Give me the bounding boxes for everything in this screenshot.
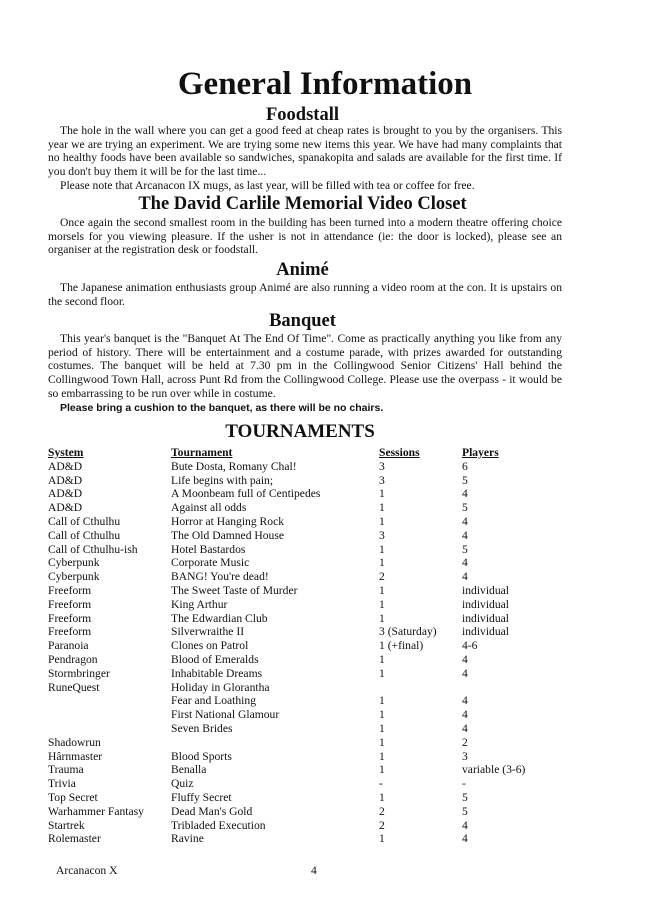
- cell-sessions: 1: [379, 542, 385, 556]
- table-row: [48, 763, 568, 777]
- cell-sessions: 1: [379, 487, 385, 501]
- cell-system: Pendragon: [48, 652, 98, 666]
- cell-sessions: 1: [379, 514, 385, 528]
- cell-players: individual: [462, 611, 510, 625]
- cell-tournament: Fear and Loathing: [171, 694, 256, 708]
- table-row: [48, 501, 568, 515]
- cell-tournament: Horror at Hanging Rock: [171, 514, 285, 528]
- cell-system: Freeform: [48, 583, 92, 597]
- page-title: General Information: [177, 66, 473, 102]
- cell-sessions: 1: [379, 583, 385, 597]
- banquet-paragraph: [48, 332, 562, 401]
- cell-system: Paranoia: [48, 639, 89, 653]
- foodstall-heading: Foodstall: [266, 105, 339, 125]
- cell-system: Call of Cthulhu-ish: [48, 542, 138, 556]
- cell-tournament: The Old Damned House: [171, 528, 285, 542]
- cell-players: 4: [462, 818, 468, 832]
- cell-system: Stormbringer: [48, 666, 110, 680]
- table-row: [48, 736, 568, 750]
- cell-players: -: [462, 777, 466, 791]
- cell-players: 4: [462, 694, 468, 708]
- cell-system: Top Secret: [48, 790, 98, 804]
- cell-tournament: Quiz: [171, 777, 194, 791]
- cell-system: Trauma: [48, 763, 84, 777]
- banquet-note-text: Please bring a cushion to the banquet, as there will be no chairs.: [60, 402, 384, 414]
- column-header-players: Players: [462, 446, 499, 459]
- cell-sessions: 1: [379, 611, 385, 625]
- table-row: [48, 487, 568, 501]
- cell-sessions: 1: [379, 763, 385, 777]
- table-row: [48, 694, 568, 708]
- cell-players: 4: [462, 487, 468, 501]
- video-text: Once again the second smallest room in the building has been turned into a modern theatre offering choice morsels for you viewing pleasure. If the usher is not in attendance (ie: the door is locked), please see an organiser at the registration desk or foodstall.: [48, 216, 562, 257]
- cell-tournament: The Sweet Taste of Murder: [171, 583, 298, 597]
- cell-sessions: 1: [379, 694, 385, 708]
- table-row: [48, 681, 568, 695]
- footer-left: Arcanacon X: [56, 864, 118, 877]
- table-row: [48, 832, 568, 846]
- foodstall-note: [48, 179, 562, 193]
- column-header-system: System: [48, 446, 84, 459]
- cell-players: 5: [462, 473, 468, 487]
- cell-players: variable (3-6): [462, 763, 526, 777]
- cell-players: 4: [462, 721, 468, 735]
- table-header: [48, 446, 568, 460]
- cell-players: 4: [462, 666, 468, 680]
- cell-tournament: Dead Man's Gold: [171, 804, 253, 818]
- cell-tournament: Ravine: [171, 832, 204, 846]
- cell-sessions: 2: [379, 570, 385, 584]
- cell-system: AD&D: [48, 501, 83, 515]
- cell-tournament: Seven Brides: [171, 721, 233, 735]
- table-row: [48, 529, 568, 543]
- cell-players: 5: [462, 790, 468, 804]
- cell-tournament: Benalla: [171, 763, 207, 777]
- cell-sessions: 3 (Saturday): [379, 625, 437, 639]
- cell-system: Hârnmaster: [48, 749, 103, 763]
- cell-sessions: -: [379, 777, 383, 791]
- column-header-sessions: Sessions: [379, 446, 420, 459]
- cell-sessions: 3: [379, 473, 385, 487]
- cell-tournament: Fluffy Secret: [171, 790, 232, 804]
- cell-players: 5: [462, 542, 468, 556]
- cell-system: Warhammer Fantasy: [48, 804, 144, 818]
- page-number: 4: [311, 864, 317, 877]
- tournaments-heading: TOURNAMENTS: [225, 421, 375, 442]
- cell-system: AD&D: [48, 473, 83, 487]
- cell-tournament: Life begins with pain;: [171, 473, 274, 487]
- cell-sessions: 1: [379, 666, 385, 680]
- cell-sessions: 1: [379, 556, 385, 570]
- cell-system: Freeform: [48, 597, 92, 611]
- table-row: [48, 625, 568, 639]
- cell-tournament: Silverwraithe II: [171, 625, 245, 639]
- table-row: [48, 460, 568, 474]
- cell-sessions: 2: [379, 818, 385, 832]
- foodstall-note-text: Please note that Arcanacon IX mugs, as last year, will be filled with tea or coffee for free.: [60, 179, 475, 192]
- cell-system: Call of Cthulhu: [48, 514, 121, 528]
- cell-sessions: 1: [379, 749, 385, 763]
- cell-system: Call of Cthulhu: [48, 528, 121, 542]
- anime-paragraph: [48, 281, 562, 308]
- table-row: [48, 819, 568, 833]
- table-row: [48, 584, 568, 598]
- cell-tournament: A Moonbeam full of Centipedes: [171, 487, 321, 501]
- table-row: [48, 805, 568, 819]
- banquet-heading: Banquet: [269, 311, 336, 331]
- table-row: [48, 667, 568, 681]
- table-row: [48, 543, 568, 557]
- table-row: [48, 639, 568, 653]
- table-row: [48, 570, 568, 584]
- cell-tournament: Corporate Music: [171, 556, 250, 570]
- cell-players: 3: [462, 749, 468, 763]
- cell-system: RuneQuest: [48, 680, 100, 694]
- cell-players: individual: [462, 625, 510, 639]
- table-row: [48, 612, 568, 626]
- column-header-tournament: Tournament: [171, 446, 233, 459]
- cell-tournament: Blood of Emeralds: [171, 652, 259, 666]
- banquet-note: [48, 402, 562, 416]
- cell-players: 4: [462, 528, 468, 542]
- banquet-text: This year's banquet is the "Banquet At The End Of Time". Come as practically anything you like from any period of history. There will be entertainment and a costume parade, with prizes awarded for outstanding costumes. The banquet will be held at 7.30 pm in the Collingwood Senior Citizens' Hall behind the Collingwood Town Hall, across Punt Rd from the Collingwood College. Please use the overpass - it would be so embarrassing to be run over while in costume.: [48, 332, 562, 400]
- cell-system: AD&D: [48, 459, 83, 473]
- cell-players: 4: [462, 570, 468, 584]
- cell-players: 6: [462, 459, 468, 473]
- table-row: [48, 515, 568, 529]
- cell-system: Rolemaster: [48, 832, 101, 846]
- cell-tournament: Clones on Patrol: [171, 639, 249, 653]
- cell-system: Freeform: [48, 625, 92, 639]
- cell-tournament: Hotel Bastardos: [171, 542, 246, 556]
- table-row: [48, 722, 568, 736]
- cell-players: individual: [462, 583, 510, 597]
- cell-tournament: Against all odds: [171, 501, 247, 515]
- table-row: [48, 474, 568, 488]
- cell-tournament: BANG! You're dead!: [171, 570, 269, 584]
- cell-tournament: The Edwardian Club: [171, 611, 268, 625]
- cell-players: 4: [462, 832, 468, 846]
- cell-tournament: King Arthur: [171, 597, 228, 611]
- foodstall-paragraph: [48, 124, 562, 179]
- table-row: [48, 653, 568, 667]
- cell-sessions: 1: [379, 708, 385, 722]
- cell-tournament: Holiday in Glorantha: [171, 680, 270, 694]
- cell-players: 4: [462, 514, 468, 528]
- cell-players: individual: [462, 597, 510, 611]
- cell-system: Trivia: [48, 777, 76, 791]
- anime-heading: Animé: [276, 260, 329, 280]
- cell-tournament: Tribladed Execution: [171, 818, 266, 832]
- cell-sessions: 1: [379, 790, 385, 804]
- cell-sessions: 3: [379, 528, 385, 542]
- foodstall-text: The hole in the wall where you can get a good feed at cheap rates is brought to you by the organisers. This year we are trying an experiment. We are trying some new items this year. We have had many complaints that no healthy foods have been available so sandwiches, spanakopita and salads are available for the first time. If you don't buy them it will be for the last time...: [48, 124, 562, 179]
- cell-tournament: First National Glamour: [171, 708, 280, 722]
- cell-players: 2: [462, 735, 468, 749]
- anime-text: The Japanese animation enthusiasts group Animé are also running a video room at the con. It is upstairs on the second floor.: [48, 281, 562, 308]
- cell-sessions: 2: [379, 804, 385, 818]
- cell-players: 4: [462, 708, 468, 722]
- video-heading: The David Carlile Memorial Video Closet: [138, 194, 467, 214]
- cell-tournament: Inhabitable Dreams: [171, 666, 263, 680]
- video-paragraph: [48, 216, 562, 257]
- cell-sessions: 1: [379, 832, 385, 846]
- cell-sessions: 1: [379, 501, 385, 515]
- table-row: [48, 777, 568, 791]
- table-row: [48, 556, 568, 570]
- cell-system: AD&D: [48, 487, 83, 501]
- table-row: [48, 598, 568, 612]
- tournaments-table: [48, 446, 568, 846]
- cell-players: 4: [462, 652, 468, 666]
- cell-players: 4-6: [462, 639, 478, 653]
- cell-players: 5: [462, 501, 468, 515]
- cell-system: Cyberpunk: [48, 556, 100, 570]
- cell-sessions: 1: [379, 597, 385, 611]
- cell-system: Shadowrun: [48, 735, 101, 749]
- cell-system: Startrek: [48, 818, 85, 832]
- cell-tournament: Blood Sports: [171, 749, 232, 763]
- table-row: [48, 708, 568, 722]
- cell-sessions: 3: [379, 459, 385, 473]
- cell-players: 4: [462, 556, 468, 570]
- cell-system: Cyberpunk: [48, 570, 100, 584]
- table-row: [48, 791, 568, 805]
- cell-sessions: 1: [379, 735, 385, 749]
- cell-players: 5: [462, 804, 468, 818]
- cell-sessions: 1: [379, 721, 385, 735]
- cell-system: Freeform: [48, 611, 92, 625]
- cell-sessions: 1: [379, 652, 385, 666]
- cell-tournament: Bute Dosta, Romany Chal!: [171, 459, 297, 473]
- cell-sessions: 1 (+final): [379, 639, 424, 653]
- table-row: [48, 750, 568, 764]
